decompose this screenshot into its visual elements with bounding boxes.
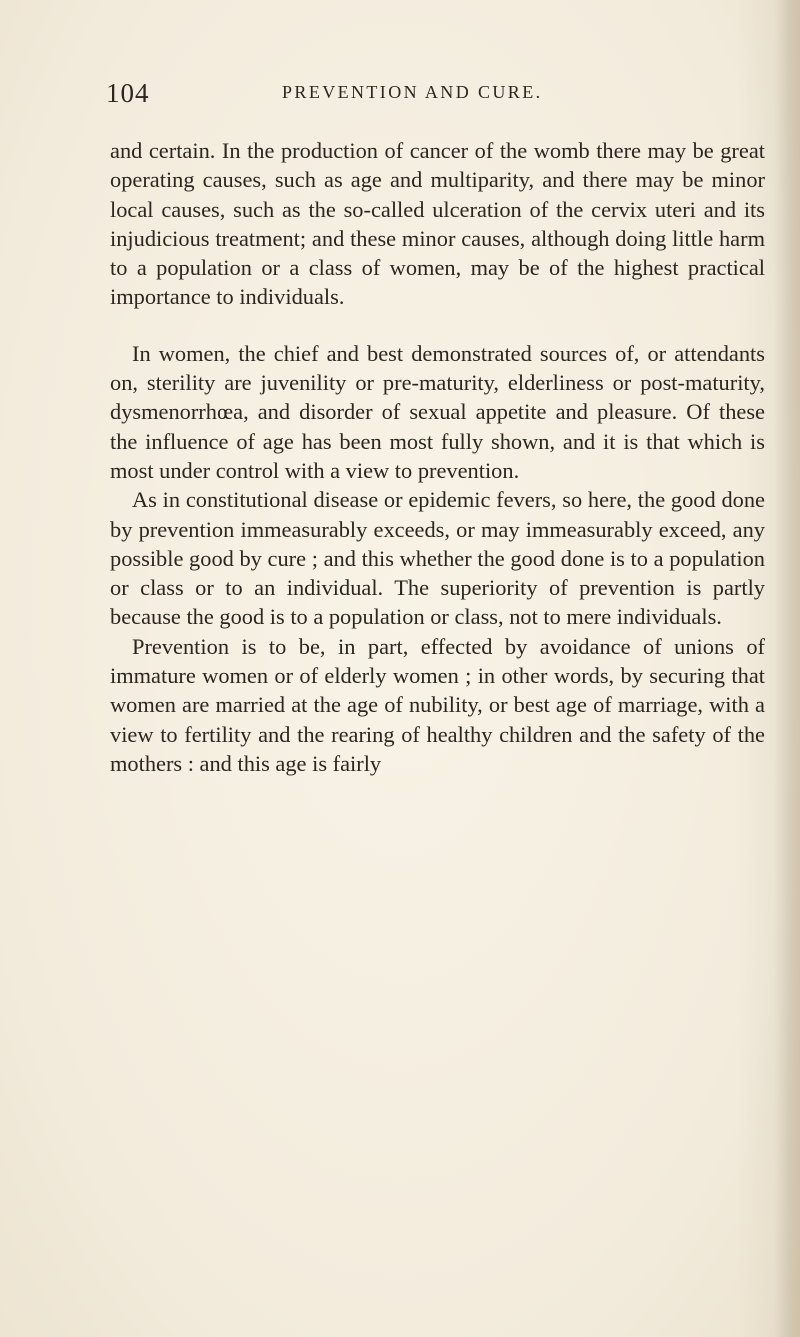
page-edge-shadow (774, 0, 800, 1337)
paragraph-sterility: In women, the chief and best demonstrated sources of, or attendants on, sterility are juvenility or pre-maturity, elderliness or post-maturity, dysmenorrhœa, and disorder of sexual appetite and pleasure. Of these the influence of age has been most fully shown, and it is that which is most under control with a view to prevention. (110, 340, 765, 483)
paragraph-avoidance: Prevention is to be, in part, effected by avoidance of unions of immature women or of elderly women ; in other words, by securing that women are married at the age of nubility, or best age of marriage, with a view to fertility and the rearing of healthy children and the safety of the mothers : and this age is fairly (110, 633, 765, 776)
running-head (106, 78, 766, 114)
running-head-title: PREVENTION AND CURE. (282, 82, 543, 102)
paragraph-continued: and certain. In the production of cancer of the womb there may be great operating causes, such as age and multiparity, and there may be minor local causes, such as the so-called ulceration of the cervix uteri and its injudicious treatment; and these minor causes, although doing little harm to a population or a class of women, may be of the highest practical importance to individuals. (110, 138, 765, 310)
paragraph-prevention-vs-cure: As in constitutional disease or epidemic fevers, so here, the good done by prevention immeasurably exceeds, or may immeasurably exceed, any possible good by cure ; and this whether the good done is to a population or class or to an individual. The superiority of prevention is partly because the good is to a population or class, not to mere individuals. (110, 487, 765, 630)
body-text (110, 136, 765, 778)
page-number: 104 (106, 78, 150, 108)
